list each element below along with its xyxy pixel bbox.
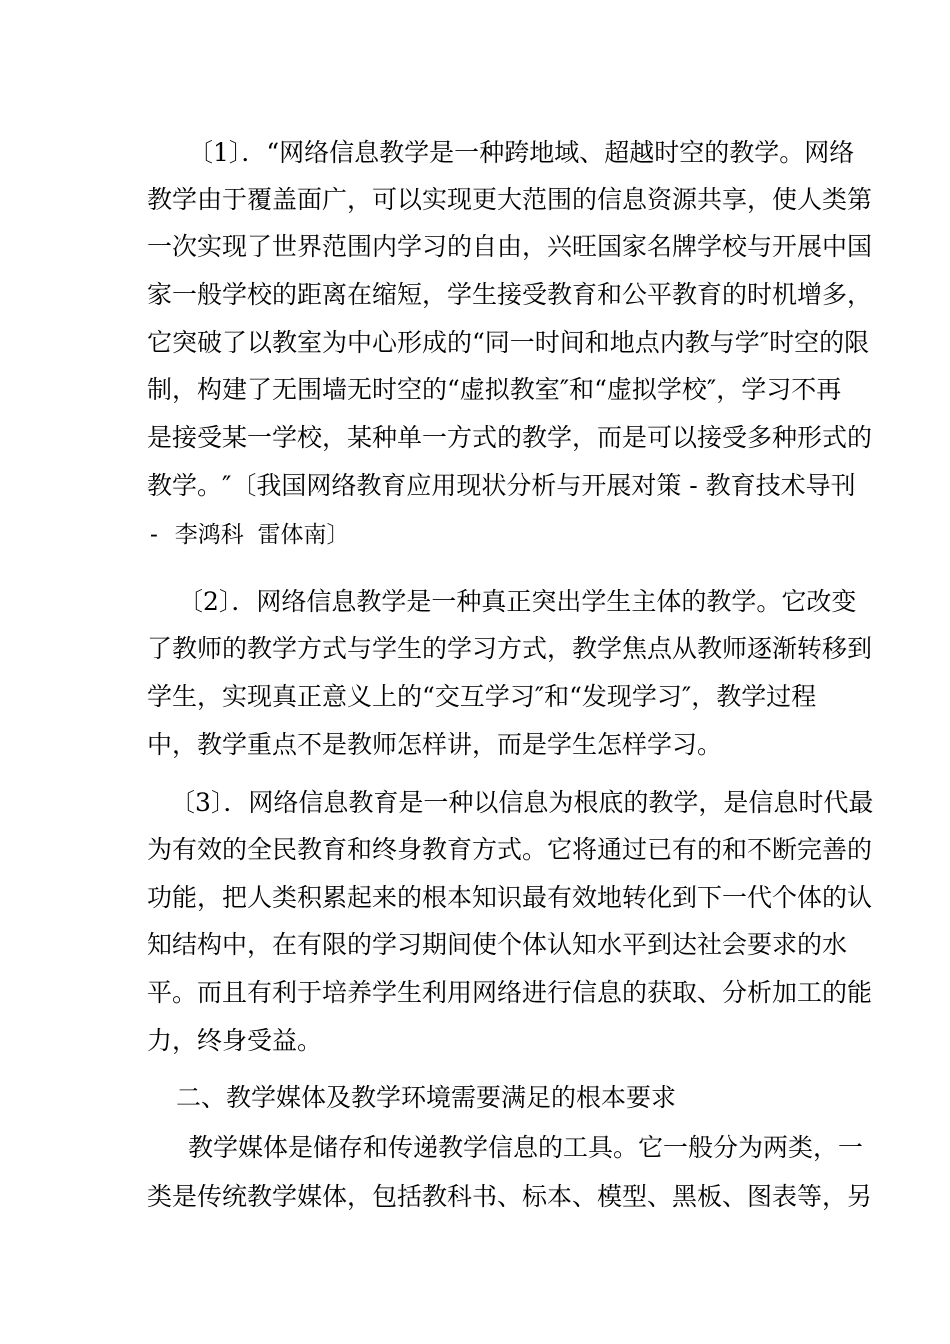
p1-line-5: 它突破了以教室为中心形成的“同一时间和地点内教与学″时空的限 bbox=[147, 328, 870, 357]
p1-line-7: 是接受某一学校，某种单一方式的教学，而是可以接受多种形式的 bbox=[147, 423, 873, 452]
p2-line-3: 学生，实现真正意义上的“交互学习″和“发现学习″，教学过程 bbox=[147, 682, 817, 711]
p1-line-4: 家一般学校的距离在缩短，学生接受教育和公平教育的时机增多， bbox=[147, 280, 873, 309]
section-heading: 二、教学媒体及教学环境需要满足的根本要求 bbox=[176, 1083, 677, 1112]
p2-line-4: 中，教学重点不是教师怎样讲，而是学生怎样学习。 bbox=[147, 730, 723, 759]
p1-line-8-citation: 教学。″〔我国网络教育应用现状分析与开展对策 - 教育技术导刊 bbox=[147, 471, 856, 500]
p1-line-6: 制，构建了无围墙无时空的“虚拟教室″和“虚拟学校″，学习不再 bbox=[147, 375, 842, 404]
p3-line-2: 为有效的全民教育和终身教育方式。它将通过已有的和不断完善的 bbox=[147, 835, 873, 864]
p3-line-3: 功能，把人类积累起来的根本知识最有效地转化到下一代个体的认 bbox=[147, 883, 873, 912]
p3-line-5: 平。而且有利于培养学生利用网络进行信息的获取、分析加工的能 bbox=[147, 978, 873, 1007]
p3-line-4: 知结构中，在有限的学习期间使个体认知水平到达社会要求的水 bbox=[147, 930, 848, 959]
p4-line-1: 教学媒体是储存和传递教学信息的工具。它一般分为两类，一 bbox=[188, 1133, 864, 1162]
p1-line-1: 〔1〕．“网络信息教学是一种跨地域、超越时空的教学。网络 bbox=[188, 138, 855, 167]
p2-line-1: 〔2〕．网络信息教学是一种真正突出学生主体的教学。它改变 bbox=[178, 587, 857, 616]
p3-line-6: 力，终身受益。 bbox=[147, 1026, 323, 1055]
p1-line-9-citation-authors: - 李鸿科 雷体南〕 bbox=[147, 522, 350, 548]
p4-line-2: 类是传统教学媒体，包括教科书、标本、模型、黑板、图表等，另 bbox=[147, 1182, 873, 1211]
p1-line-3: 一次实现了世界范围内学习的自由，兴旺国家名牌学校与开展中国 bbox=[147, 232, 873, 261]
p1-line-2: 教学由于覆盖面广，可以实现更大范围的信息资源共享，使人类第 bbox=[147, 185, 873, 214]
p2-line-2: 了教师的教学方式与学生的学习方式，教学焦点从教师逐渐转移到 bbox=[147, 634, 873, 663]
p3-line-1: 〔3〕．网络信息教育是一种以信息为根底的教学，是信息时代最 bbox=[170, 788, 874, 817]
